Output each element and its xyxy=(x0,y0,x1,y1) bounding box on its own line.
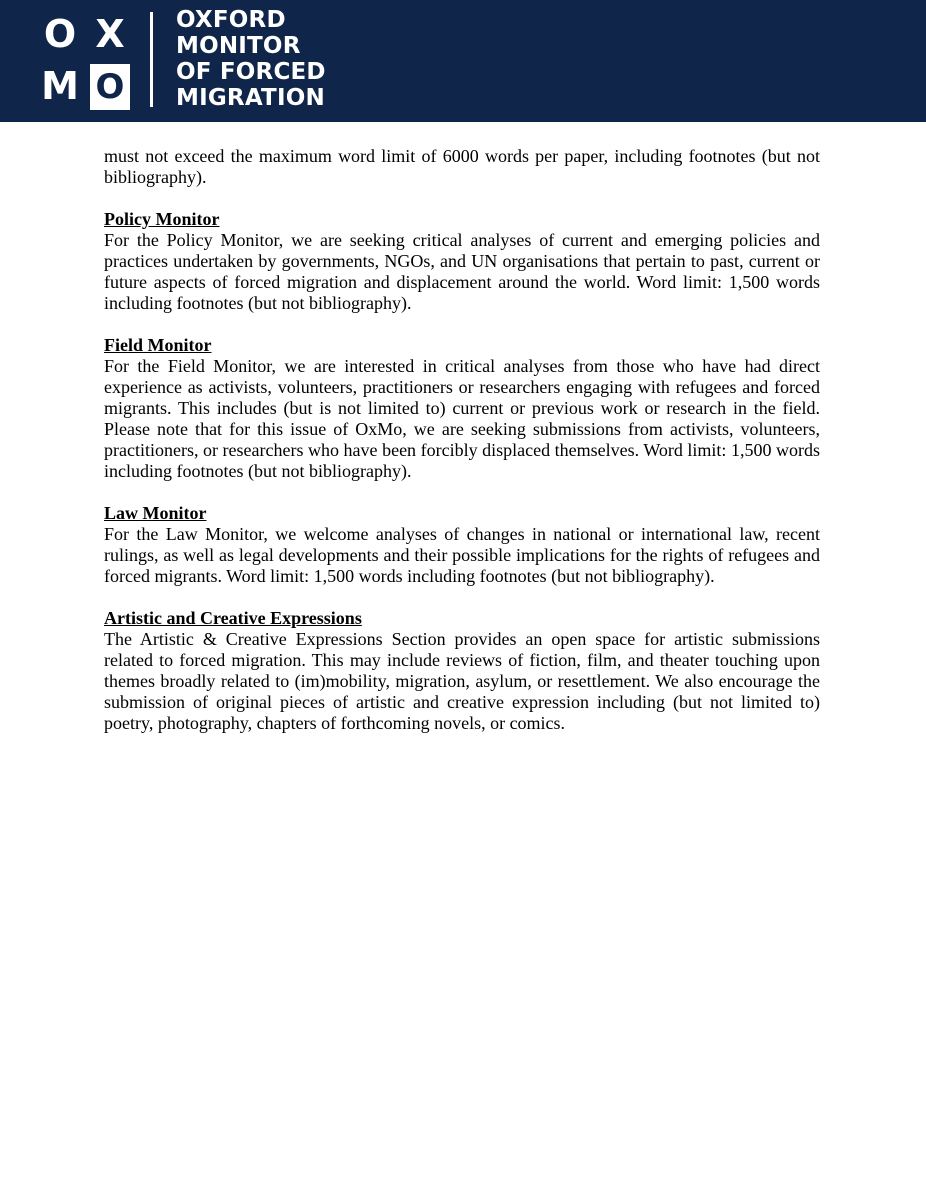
section-policy-monitor xyxy=(104,209,820,314)
logo-line-migration: MIGRATION xyxy=(176,85,325,111)
logo-divider xyxy=(150,12,153,107)
document-body xyxy=(104,146,820,755)
section-heading: Artistic and Creative Expressions xyxy=(104,608,362,628)
oxmo-logo-mark xyxy=(38,12,132,110)
section-heading: Field Monitor xyxy=(104,335,212,355)
intro-paragraph: must not exceed the maximum word limit of 6000 words per paper, including footnotes (but not bibliography). xyxy=(104,146,820,187)
section-heading: Policy Monitor xyxy=(104,209,220,229)
logo-letter-o: O xyxy=(43,12,77,56)
section-artistic-creative xyxy=(104,608,820,734)
section-body: The Artistic & Creative Expressions Section provides an open space for artistic submissions related to forced migration. This may include reviews of fiction, film, and theater touching upon themes broadly related to (im)mobility, migration, asylum, or resettlement. We also encourage the submission of original pieces of artistic and creative expression including (but not limited to) poetry, photography, chapters of forthcoming novels, or comics. xyxy=(104,629,820,733)
logo-letter-m: M xyxy=(41,64,79,108)
logo-line-oxford: OXFORD xyxy=(176,7,286,33)
section-body: For the Field Monitor, we are interested in critical analyses from those who have had direct experience as activists, volunteers, practitioners or researchers engaging with refugees and forced migrants. This includes (but is not limited to) current or previous work or research in the field. Please note that for this issue of OxMo, we are seeking submissions from activists, volunteers, practitioners, or researchers who have been forcibly displaced themselves. Word limit: 1,500 words including footnotes (but not bibliography). xyxy=(104,356,820,481)
section-field-monitor xyxy=(104,335,820,482)
logo-line-monitor: MONITOR xyxy=(176,33,301,59)
header-banner xyxy=(0,0,926,122)
logo-letter-o-boxed: O xyxy=(95,67,125,107)
logo-wordmark xyxy=(176,7,376,111)
section-law-monitor xyxy=(104,503,820,587)
logo-letter-x: X xyxy=(95,12,125,56)
section-body: For the Law Monitor, we welcome analyses of changes in national or international law, recent rulings, as well as legal developments and their possible implications for the rights of refugees and forced migrants. Word limit: 1,500 words including footnotes (but not bibliography). xyxy=(104,524,820,586)
section-heading: Law Monitor xyxy=(104,503,207,523)
section-body: For the Policy Monitor, we are seeking critical analyses of current and emerging policies and practices undertaken by governments, NGOs, and UN organisations that pertain to past, current or future aspects of forced migration and displacement around the world. Word limit: 1,500 words including footnotes (but not bibliography). xyxy=(104,230,820,313)
logo-line-of-forced: OF FORCED xyxy=(176,59,326,85)
logo-letter-o-box xyxy=(90,64,130,110)
